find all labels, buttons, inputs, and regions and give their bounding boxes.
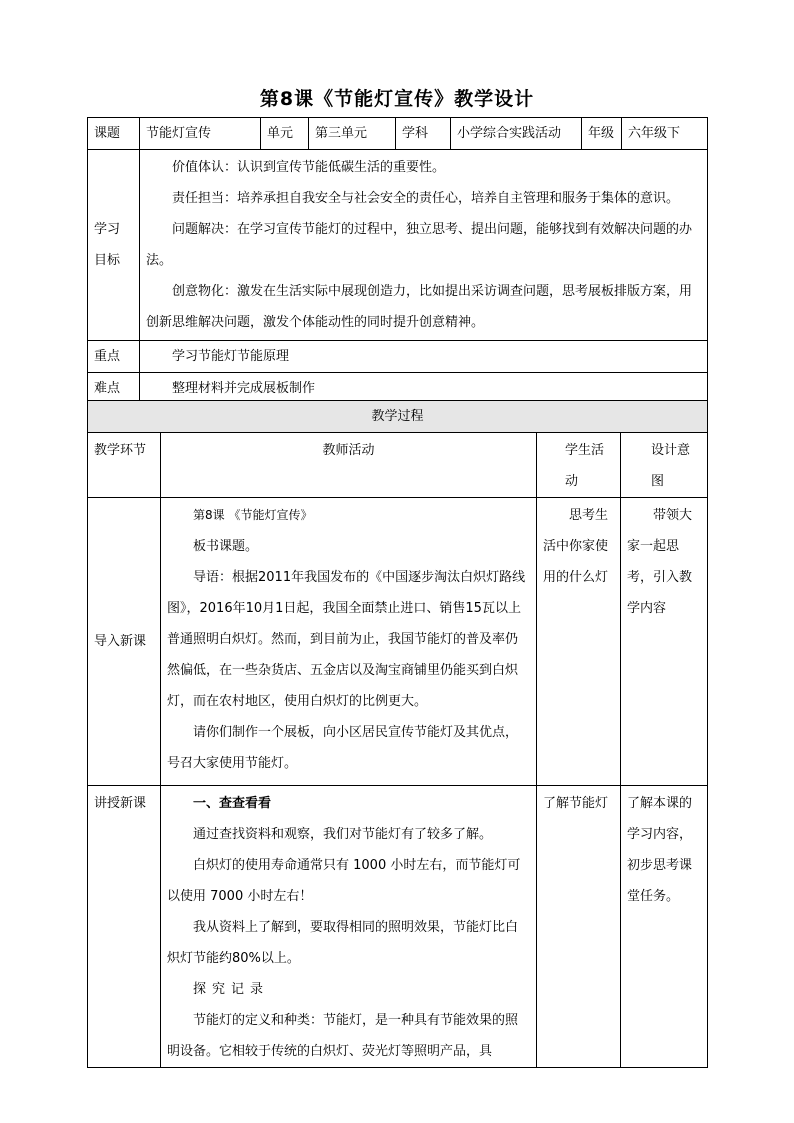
goals-content bbox=[140, 150, 708, 341]
topic-value: 节能灯宣传 bbox=[140, 118, 261, 150]
process-table bbox=[87, 400, 708, 1068]
goals-row bbox=[88, 150, 708, 341]
intro-student: 思考生活中你家使用的什么灯 bbox=[537, 498, 621, 786]
new-student: 了解节能灯 bbox=[537, 786, 621, 1068]
goals-label-line-1: 学习 bbox=[94, 222, 121, 237]
intro-teacher bbox=[161, 498, 537, 786]
goals-label bbox=[88, 150, 140, 341]
intro-row bbox=[88, 498, 708, 786]
page-title: 第8课《节能灯宣传》教学设计 bbox=[259, 88, 535, 110]
intro-lead: 导语：根据2011年我国发布的《中国逐步淘汰白炽灯路线图》，2016年10月1日起，我国全面禁止进口、销售15瓦以上普通照明白炽灯。然而，到目前为止，我国节能灯的普及率仍然偏低，在一些杂货店、五金店以及淘宝商铺里仍能买到白炽灯，而在农村地区，使用白炽灯的比例更大。 bbox=[167, 570, 526, 709]
intro-intent: 带领大家一起思考，引入教学内容 bbox=[621, 498, 708, 786]
difficulty-label: 难点 bbox=[88, 373, 140, 405]
grade-label: 年级 bbox=[582, 118, 622, 150]
subject-label: 学科 bbox=[396, 118, 451, 150]
new-stage: 讲授新课 bbox=[88, 786, 161, 1068]
unit-value: 第三单元 bbox=[309, 118, 396, 150]
col-teacher: 教师活动 bbox=[161, 433, 537, 498]
new-row bbox=[88, 786, 708, 1068]
intro-board: 板书课题。 bbox=[193, 539, 259, 554]
col-stage: 教学环节 bbox=[88, 433, 161, 498]
topic-label: 课题 bbox=[88, 118, 140, 150]
process-columns-row bbox=[88, 433, 708, 498]
difficulty-text: 整理材料并完成展板制作 bbox=[140, 373, 708, 405]
new-heading: 一、查查看看 bbox=[193, 796, 272, 811]
unit-label: 单元 bbox=[261, 118, 309, 150]
process-heading-row bbox=[88, 401, 708, 433]
new-intent: 了解本课的学习内容，初步思考课堂任务。 bbox=[621, 786, 708, 1068]
info-row bbox=[88, 118, 708, 150]
info-table bbox=[87, 117, 708, 405]
new-para-4: 节能灯的定义和种类：节能灯，是一种具有节能效果的照明设备。它相较于传统的白炽灯、荧光灯等照明产品，具 bbox=[167, 1013, 519, 1059]
new-para-1: 通过查找资料和观察，我们对节能灯有了较多了解。 bbox=[193, 827, 493, 842]
process-heading: 教学过程 bbox=[88, 401, 708, 433]
key-point-label: 重点 bbox=[88, 341, 140, 373]
intro-task: 请你们制作一个展板，向小区居民宣传节能灯及其优点，号召大家使用节能灯。 bbox=[167, 725, 519, 771]
col-student: 学生活动 bbox=[537, 433, 621, 498]
goal-responsibility: 责任担当：培养承担自我安全与社会安全的责任心，培养自主管理和服务于集体的意识。 bbox=[172, 191, 680, 206]
new-teacher bbox=[161, 786, 537, 1068]
key-point-text: 学习节能灯节能原理 bbox=[140, 341, 708, 373]
goal-problem-solving: 问题解决：在学习宣传节能灯的过程中，独立思考、提出问题，能够找到有效解决问题的办法。 bbox=[146, 222, 693, 268]
goal-value: 价值体认：认识到宣传节能低碳生活的重要性。 bbox=[172, 160, 446, 175]
col-intent: 设计意图 bbox=[621, 433, 708, 498]
goals-label-line-2: 目标 bbox=[94, 253, 121, 268]
key-point-row bbox=[88, 341, 708, 373]
new-para-3: 我从资料上了解到，要取得相同的照明效果，节能灯比白炽灯节能约80%以上。 bbox=[167, 920, 519, 966]
new-para-2: 白炽灯的使用寿命通常只有 1000 小时左右，而节能灯可以使用 7000 小时左右！ bbox=[167, 858, 521, 904]
grade-value: 六年级下 bbox=[622, 118, 708, 150]
subject-value: 小学综合实践活动 bbox=[451, 118, 582, 150]
intro-stage: 导入新课 bbox=[88, 498, 161, 786]
goal-creativity: 创意物化：激发在生活实际中展现创造力，比如提出采访调查问题，思考展板排版方案，用创新思维解决问题，激发个体能动性的同时提升创意精神。 bbox=[146, 284, 693, 330]
new-record: 探究记录 bbox=[193, 982, 270, 997]
intro-lesson-title: 第8课 《节能灯宣传》 bbox=[193, 508, 313, 522]
